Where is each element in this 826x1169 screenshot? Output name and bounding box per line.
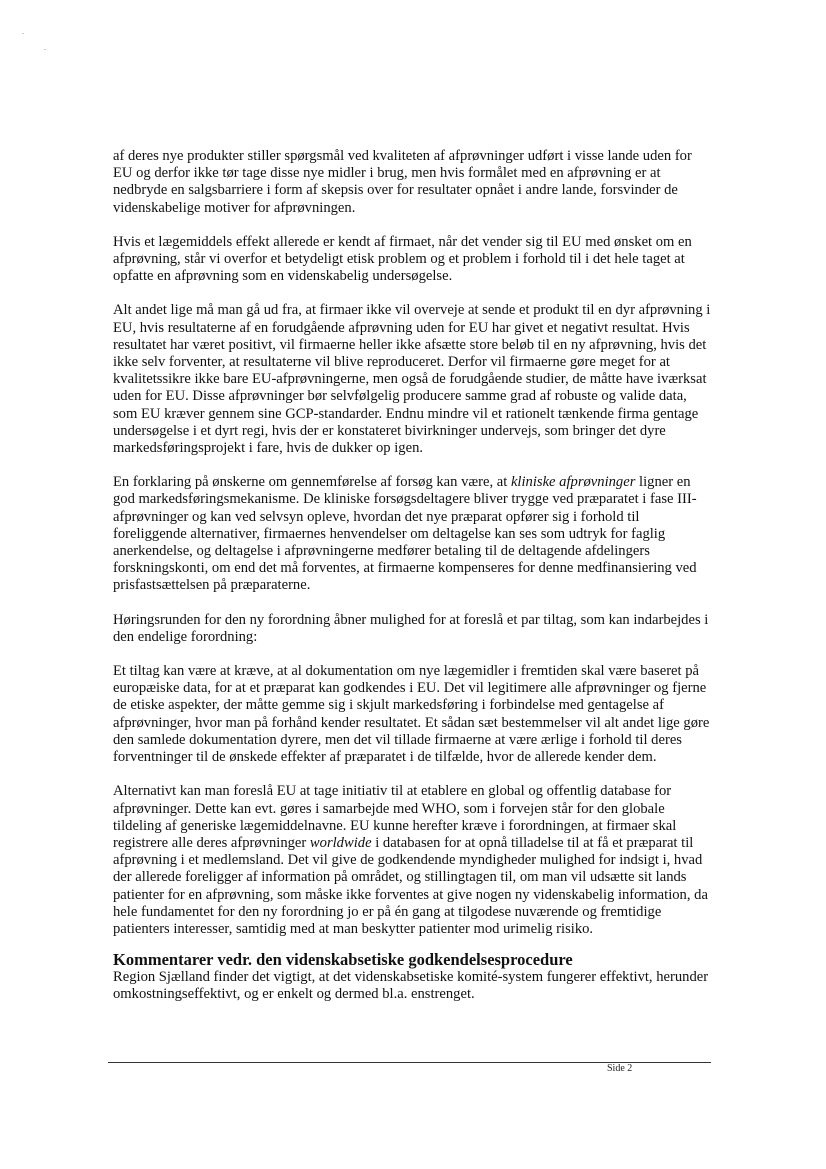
paragraph	[113, 234, 711, 286]
paragraph-text: ligner en god markedsføringsmekanisme. De kliniske forsøgsdeltagere bliver trygge ved præparatet i fase III-afprøvninger og kan ved selvsyn opleve, hvordan det nye præparat opfører sig i forhold til foreliggende alternativer, firmaernes henvendelser om deltagelse kan ses som udtryk for faglig anerkendelse, og deltagelse i afprøvningerne medfører betaling til de deltagende afdelingers forskningskonti, om end det må forventes, at firmaerne kompenseres for denne medfinansiering ved prisfastsættelsen på præparaterne.	[113, 474, 697, 594]
emphasized-text: kliniske afprøvninger	[510, 474, 636, 491]
scan-speck	[22, 33, 24, 34]
paragraph-text: af deres nye produkter stiller spørgsmål ved kvaliteten af afprøvninger udført i visse lande uden for EU og derfor ikke tør tage disse nye midler i brug, men hvis formålet med en afprøvning er at nedbryde en salgsbarriere i form af skepsis over for resultater opnået i andre lande, forsvinder de videnskabelige motiver for afprøvningen.	[113, 148, 692, 216]
paragraph	[113, 148, 711, 217]
section-heading: Kommentarer vedr. den videnskabsetiske godkendelsesprocedure	[113, 950, 573, 970]
paragraph	[113, 612, 711, 646]
paragraph	[113, 783, 711, 938]
paragraph	[113, 474, 711, 594]
paragraph-text: Et tiltag kan være at kræve, at al dokumentation om nye lægemidler i fremtiden skal være baseret på europæiske data, for at et præparat kan godkendes i EU. Det vil legitimere alle afprøvninger og fjerne de etiske aspekter, der måtte gemme sig i skjult markedsføring i forbindelse med gentagelse af afprøvninger, hvor man på forhånd kender resultatet. Et sådan sæt bestemmelser vil alt andet lige gøre den samlede dokumentation dyrere, men det vil tillade firmaerne at være ærlige i forhold til deres forventninger til de ønskede effekter af præparatet i de tilfælde, hvor de allerede kender dem.	[113, 663, 710, 766]
section-body: Region Sjælland finder det vigtigt, at det videnskabsetiske komité-system fungerer effektivt, herunder omkostningseffektivt, og er enkelt og dermed bl.a. enstrenget.	[113, 969, 709, 1003]
paragraph-text: Alt andet lige må man gå ud fra, at firmaer ikke vil overveje at sende et produkt til en dyr afprøvning i EU, hvis resultaterne af en forudgående afprøvning uden for EU har givet et negativt resultat. Hvis resultatet har været positivt, vil firmaerne heller ikke afsætte store beløb til en ny afprøvning, hvis det ikke selv forventer, at resultaterne vil blive reproduceret. Derfor vil firmaerne gøre meget for at kvalitetssikre ikke bare EU-afprøvningerne, men også de forudgående studier, de måtte have iværksat uden for EU. Disse afprøvninger bør selvfølgelig producere samme grad af robuste og valide data, som EU kræver gennem sine GCP-standarder. Endnu mindre vil et rationelt tænkende firma gentage undersøgelse i et dyrt regi, hvis der er konstateret bivirkninger undervejs, som bringer det dyre markedsføringsprojekt i fare, hvis de dukker op igen.	[113, 302, 711, 457]
paragraph	[113, 663, 711, 766]
paragraph-text: Hvis et lægemiddels effekt allerede er kendt af firmaet, når det vender sig til EU med ønsket om en afprøvning, står vi overfor et betydeligt etisk problem og et problem i forhold til i det hele taget at opfatte en afprøvning som en videnskabelig undersøgelse.	[113, 233, 692, 285]
scan-speck	[44, 49, 46, 50]
paragraph-text: Høringsrunden for den ny forordning åbner mulighed for at foreslå et par tiltag, som kan indarbejdes i den endelige forordning:	[113, 611, 709, 645]
page-number: Side 2	[607, 1063, 633, 1074]
paragraph-text: i databasen for at opnå tilladelse til at få et præparat til afprøvning i et medlemsland. Det vil give de godkendende myndigheder mulighed for indsigt i, hvad der allerede foreligger af information på området, og stillingtagen til, om man vil udsætte sit lands patienter for en afprøvning, som måske ikke forventes at give nogen ny videnskabelig information, da hele fundamentet for den ny forordning jo er på én gang at tilgodese nuværende og fremtidige patienters interesser, samtidig med at man beskytter patienter mod urimelig risiko.	[113, 834, 708, 937]
page-body	[113, 148, 711, 1021]
emphasized-text: worldwide	[309, 834, 372, 851]
section-comments	[113, 950, 711, 1003]
paragraph-text: Alternativt kan man foreslå EU at tage initiativ til at etablere en global og offentlig database for afprøvninger. Dette kan evt. gøres i samarbejde med WHO, som i forvejen står for den globale tildeling af generiske lægemiddelnavne. EU kunne herefter kræve i forordningen, at firmaer skal registrere alle deres afprøvninger	[113, 783, 677, 851]
paragraph-text: En forklaring på ønskerne om gennemførelse af forsøg kan være, at	[113, 474, 511, 491]
paragraph	[113, 302, 711, 457]
